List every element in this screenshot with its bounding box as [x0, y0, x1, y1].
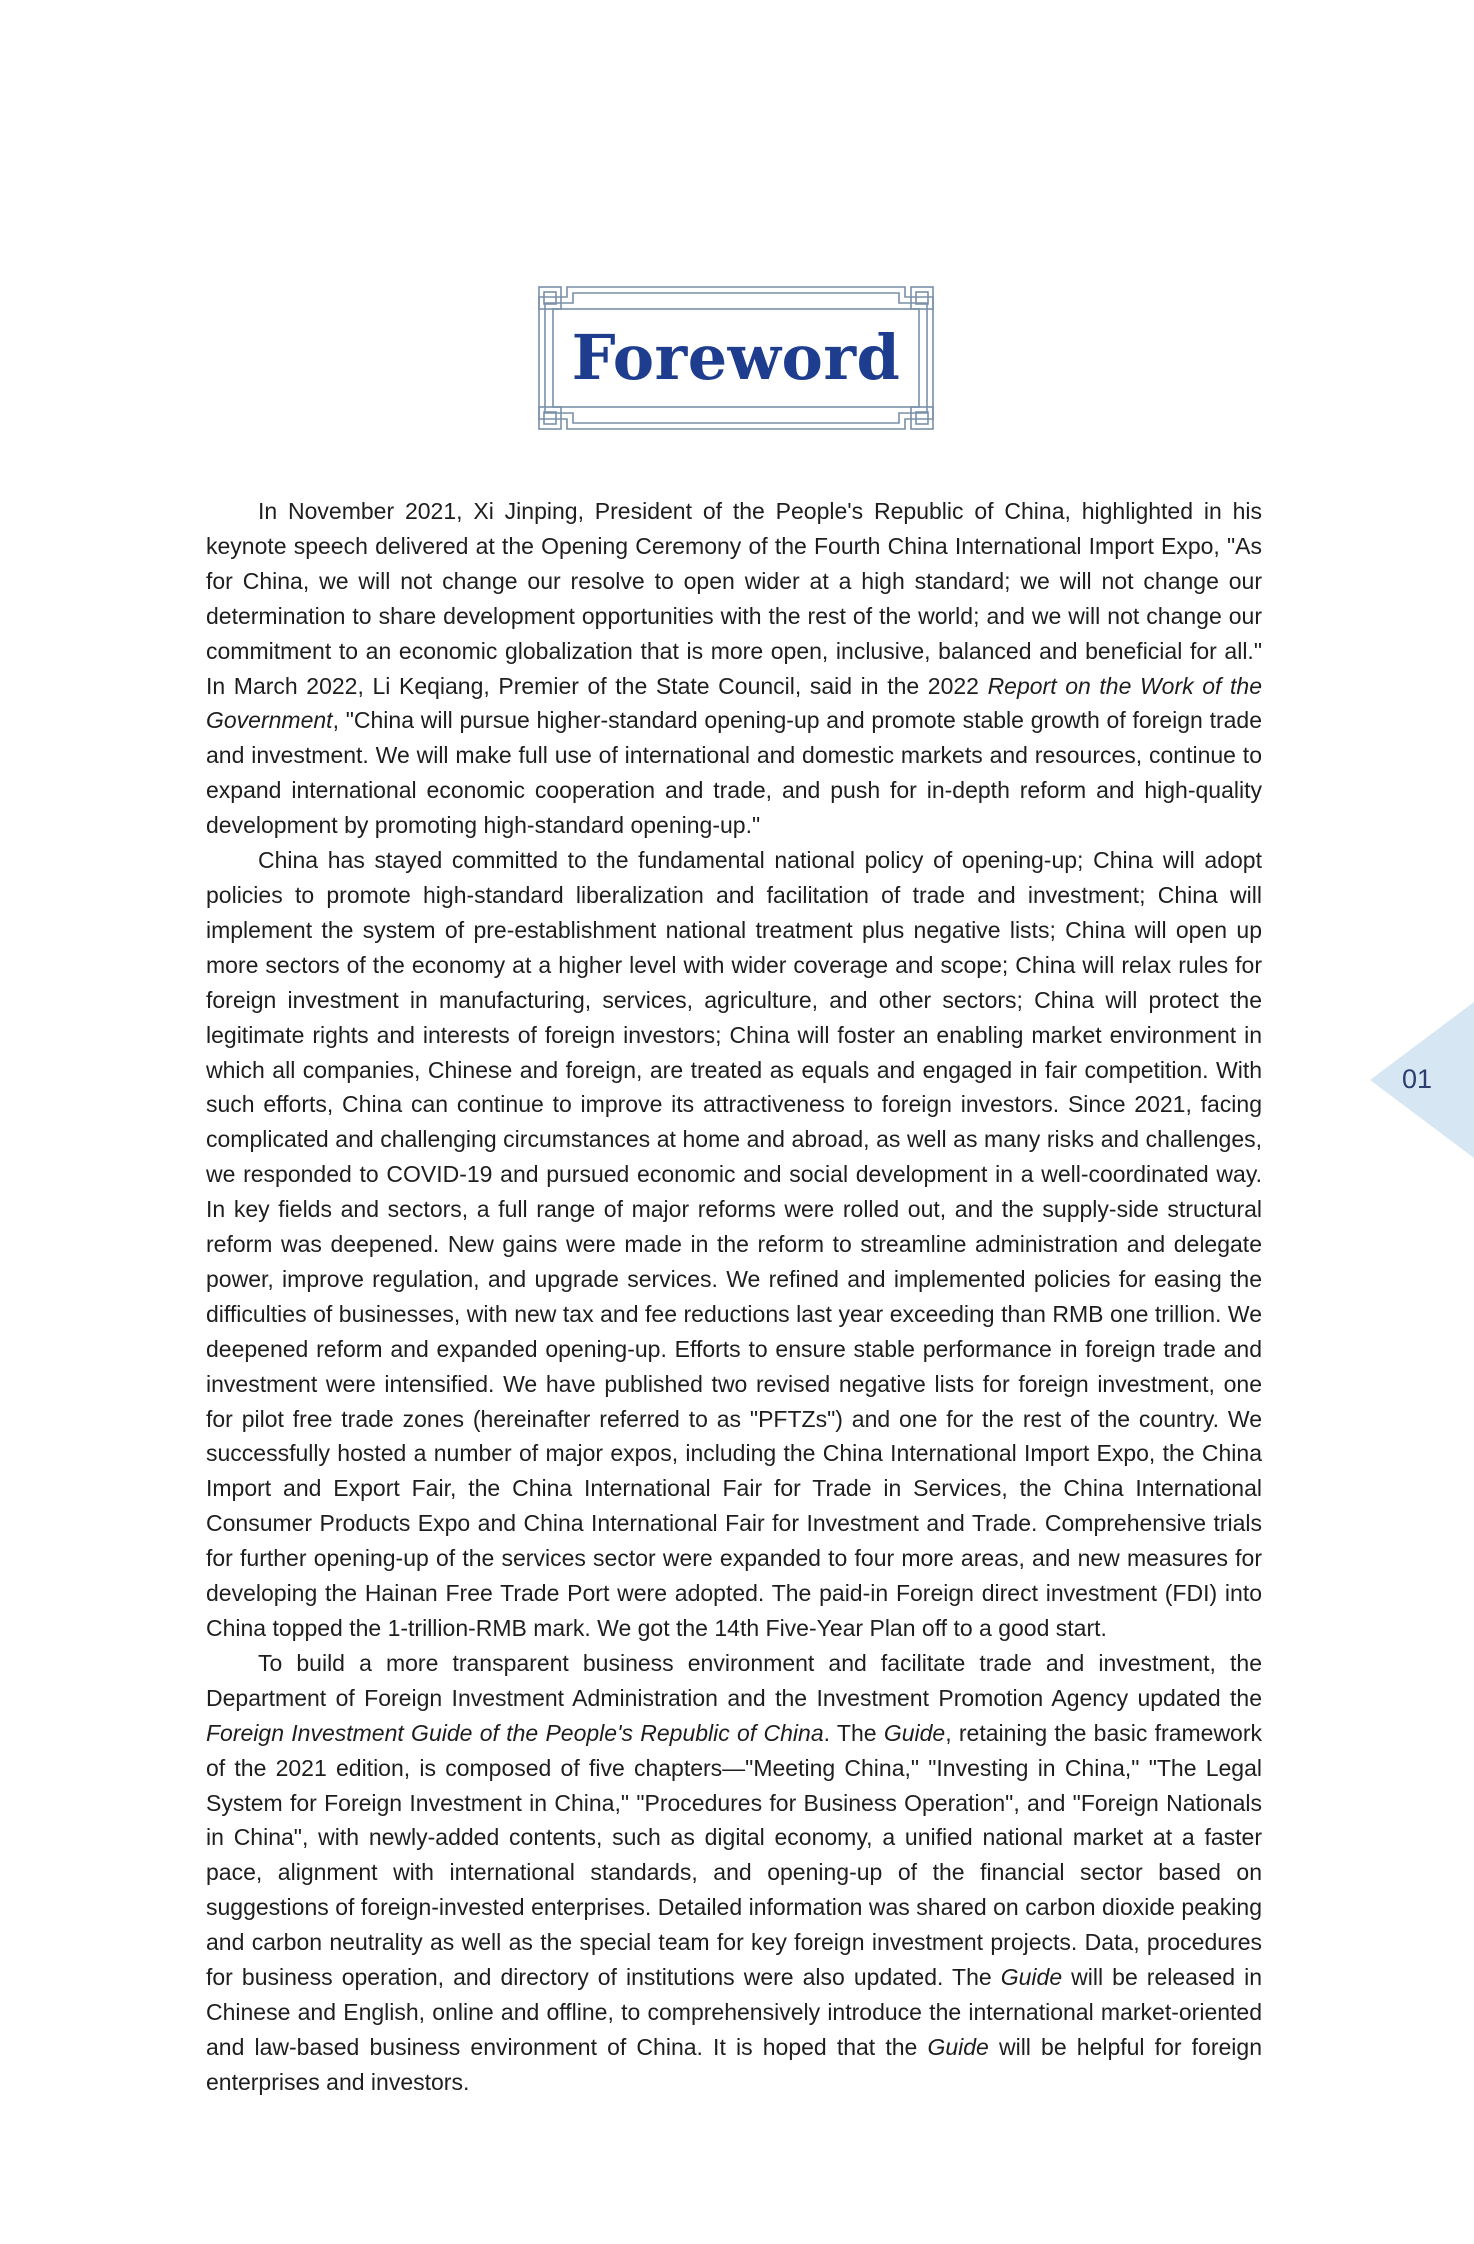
paragraph-1: In November 2021, Xi Jinping, President of the People's Republic of China, highlighted in his keynote speech delivered at the Opening Ceremony of the Fourth China International Import Expo, "As for China, we will not change our resolve to open wider at a high standard; we will not change our determination to share development opportunities with the rest of the world; and we will not change our commitment to an economic globalization that is more open, inclusive, balanced and beneficial for all." In March 2022, Li Keqiang, Premier of the State Council, said in the 2022 Report on the Work of the Government, "China will pursue higher-standard opening-up and promote stable growth of foreign trade and investment. We will make full use of international and domestic markets and resources, continue to expand international economic cooperation and trade, and push for in-depth reform and high-quality development by promoting high-standard opening-up." — [206, 498, 1263, 839]
paragraph-3: To build a more transparent business environment and facilitate trade and investment, the Department of Foreign Investment Administration and the Investment Promotion Agency updated the Foreign Investment Guide of the People's Republic of China. The Guide, retaining the basic framework of the 2021 edition, is composed of five chapters—"Meeting China," "Investing in China," "The Legal System for Foreign Investment in China," "Procedures for Business Operation", and "Foreign Nationals in China", with newly-added contents, such as digital economy, a unified national market at a faster pace, alignment with international standards, and opening-up of the financial sector based on suggestions of foreign-invested enterprises. Detailed information was shared on carbon dioxide peaking and carbon neutrality as well as the special team for key foreign investment projects. Data, procedures for business operation, and directory of institutions were also updated. The Guide will be released in Chinese and English, online and offline, to comprehensively introduce the international market-oriented and law-based business environment of China. It is hoped that the Guide will be helpful for foreign enterprises and investors. — [206, 1649, 1263, 2095]
paragraph-2: China has stayed committed to the fundamental national policy of opening-up; China will adopt policies to promote high-standard liberalization and facilitation of trade and investment; China will implement the system of pre-establishment national treatment plus negative lists; China will open up more sectors of the economy at a higher level with wider coverage and scope; China will relax rules for foreign investment in manufacturing, services, agriculture, and other sectors; China will protect the legitimate rights and interests of foreign investors; China will foster an enabling market environment in which all companies, Chinese and foreign, are treated as equals and engaged in fair competition. With such efforts, China can continue to improve its attractiveness to foreign investors. Since 2021, facing complicated and challenging circumstances at home and abroad, as well as many risks and challenges, we responded to COVID-19 and pursued economic and social development in a well-coordinated way. In key fields and sectors, a full range of major reforms were rolled out, and the supply-side structural reform was deepened. New gains were made in the reform to streamline administration and delegate power, improve regulation, and upgrade services. We refined and implemented policies for easing the difficulties of businesses, with new tax and fee reductions last year exceeding than RMB one trillion. We deepened reform and expanded opening-up. Efforts to ensure stable performance in foreign trade and investment were intensified. We have published two revised negative lists for foreign investment, one for pilot free trade zones (hereinafter referred to as "PFTZs") and one for the rest of the country. We successfully hosted a number of major expos, including the China International Import Expo, the China Import and Export Fair, the China International Fair for Trade in Services, the China International Consumer Products Expo and China International Fair for Investment and Trade. Comprehensive trials for further opening-up of the services sector were expanded to four more areas, and new measures for developing the Hainan Free Trade Port were adopted. The paid-in Foreign direct investment (FDI) into China topped the 1-trillion-RMB mark. We got the 14th Five-Year Plan off to a good start. — [206, 847, 1262, 1641]
foreword-body — [206, 494, 1262, 2100]
title-frame — [537, 285, 935, 431]
page-number: 01 — [1402, 1064, 1433, 1094]
page-title: Foreword — [571, 321, 901, 394]
